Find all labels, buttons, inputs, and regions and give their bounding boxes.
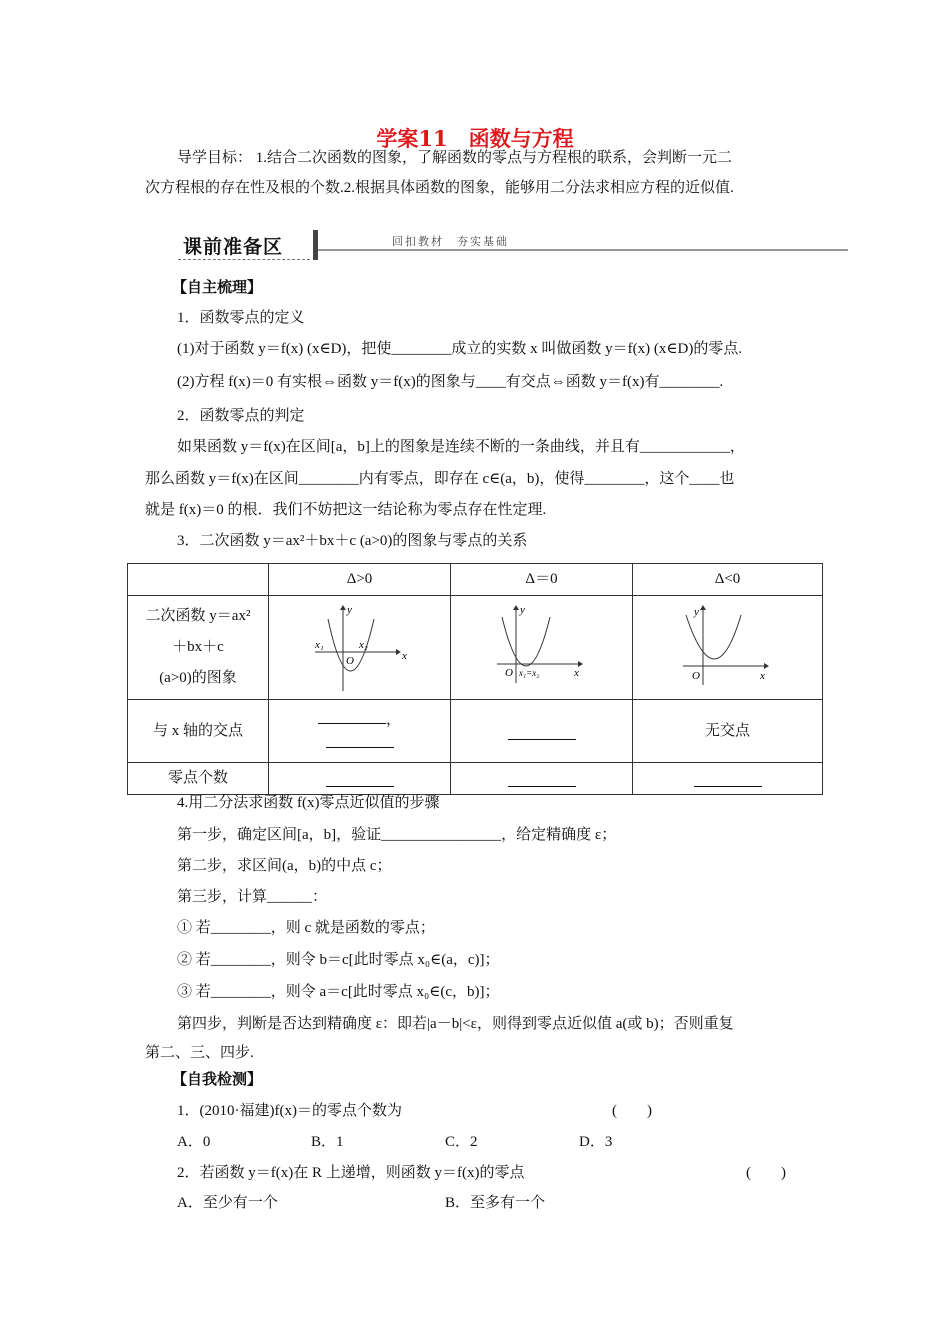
question-2-option-a: A．至少有一个 [177, 1195, 278, 1211]
text-line: 那么函数 y＝f(x)在区间________内有零点，即存在 c∈(a，b)，使得________，这个____也 [145, 471, 735, 487]
answer-blank [326, 731, 394, 748]
root-label: x₁ [314, 638, 324, 651]
answer-blank [508, 723, 576, 740]
text-line: 第一步，确定区间[a，b]，验证________________，给定精确度 ε； [177, 827, 617, 843]
answer-blank [508, 770, 576, 787]
origin-label: O [691, 669, 700, 682]
question-2-answer-paren[interactable]: ( ) [746, 1165, 786, 1181]
table-header: Δ<0 [632, 563, 823, 596]
label-line: ＋bx＋c [172, 639, 224, 655]
answer-cell [268, 699, 451, 763]
question-2-option-b: B．至多有一个 [445, 1195, 546, 1211]
x-axis-label: x [759, 669, 765, 682]
text-line: 第二、三、四步. [145, 1045, 254, 1061]
answer-blank [326, 770, 394, 787]
origin-label: O [504, 666, 513, 679]
answer-cell [632, 762, 823, 795]
text-line: ② 若________，则令 b＝c[此时零点 x₀∈(a，c)]； [177, 952, 500, 968]
text-line: ① 若________，则 c 就是函数的零点； [177, 920, 435, 936]
graph-cell [632, 595, 823, 700]
table-header-empty [127, 563, 269, 596]
root-label: x₁=x₂ [518, 667, 539, 678]
banner-underline [178, 259, 310, 260]
table-header: Δ>0 [268, 563, 451, 596]
question-1-option-b: B．1 [311, 1134, 344, 1150]
y-axis-label: y [346, 603, 352, 616]
text-line: 第二步，求区间(a，b)的中点 c； [177, 858, 392, 874]
parabola-double-root-graph [492, 603, 592, 693]
question-2-stem: 2．若函数 y＝f(x)在 R 上递增，则函数 y＝f(x)的零点 [177, 1165, 525, 1181]
quadratic-zeros-table [127, 563, 823, 795]
comma: ， [385, 712, 401, 728]
answer-cell [450, 699, 633, 763]
table-header: Δ＝0 [450, 563, 633, 596]
answer-cell [268, 762, 451, 795]
section-heading-self-check: 【自我检测】 [172, 1072, 263, 1088]
y-axis-label: y [693, 605, 699, 618]
text-line: 就是 f(x)＝0 的根．我们不妨把这一结论称为零点存在性定理. [145, 502, 547, 518]
answer-cell [450, 762, 633, 795]
text-line: 2．函数零点的判定 [177, 408, 305, 424]
parabola-no-root-graph [678, 603, 778, 693]
table-row-label-intersect: 与 x 轴的交点 [127, 699, 269, 763]
graph-cell [450, 595, 633, 700]
text-line: (1)对于函数 y＝f(x) (x∈D)，把使________成立的实数 x 叫做函数 y＝f(x) (x∈D)的零点. [177, 341, 743, 357]
table-row-label-graph [127, 595, 269, 700]
text-line: 3．二次函数 y＝ax²＋bx＋c (a>0)的图象与零点的关系 [177, 533, 528, 549]
text-line: 第三步，计算______： [177, 889, 328, 905]
label-line: (a>0)的图象 [159, 670, 237, 686]
answer-cell-none: 无交点 [632, 699, 823, 763]
banner-divider [313, 230, 318, 260]
table-row-label-count: 零点个数 [127, 762, 269, 795]
banner-rule [318, 249, 848, 251]
text-line: 4.用二分法求函数 f(x)零点近似值的步骤 [177, 795, 440, 811]
text-line: 1．函数零点的定义 [177, 310, 305, 326]
origin-label: O [345, 654, 354, 667]
graph-cell [268, 595, 451, 700]
question-1-option-d: D．3 [579, 1134, 613, 1150]
text-line: 如果函数 y＝f(x)在区间[a，b]上的图象是连续不断的一条曲线，并且有____________， [177, 439, 745, 455]
page-title: 学案11 函数与方程 [376, 126, 574, 151]
question-1-answer-paren[interactable]: ( ) [612, 1103, 652, 1119]
x-axis-label: x [573, 666, 579, 679]
x-axis-label: x [401, 649, 407, 662]
y-axis-label: y [519, 603, 525, 616]
text-line: 第四步，判断是否达到精确度 ε：即若|a－b|<ε，则得到零点近似值 a(或 b)；否则重复 [177, 1016, 734, 1032]
goal-line-1: 导学目标： 1.结合二次函数的图象，了解函数的零点与方程根的联系，会判断一元二 [177, 150, 733, 166]
section-heading-self-review: 【自主梳理】 [172, 280, 263, 296]
question-1-option-c: C．2 [445, 1134, 478, 1150]
goal-line-2: 次方程根的存在性及根的个数.2.根据具体函数的图象，能够用二分法求相应方程的近似值. [145, 180, 734, 196]
label-line: 二次函数 y＝ax² [145, 608, 251, 624]
text-line: (2)方程 f(x)＝0 有实根⇔函数 y＝f(x)的图象与____有交点⇔函数 y＝f(x)有________. [177, 374, 724, 390]
banner-subtitle: 回扣教材 夯实基础 [392, 235, 509, 248]
question-1-stem: 1．(2010·福建)f(x)＝的零点个数为 [177, 1103, 402, 1119]
answer-blank [694, 770, 762, 787]
root-label: x₂ [358, 638, 368, 651]
answer-blank [318, 707, 386, 724]
text-line: ③ 若________，则令 a＝c[此时零点 x₀∈(c，b)]； [177, 984, 500, 1000]
question-1-option-a: A．0 [177, 1134, 211, 1150]
parabola-two-roots-graph [310, 603, 410, 693]
banner-title: 课前准备区 [183, 236, 284, 258]
